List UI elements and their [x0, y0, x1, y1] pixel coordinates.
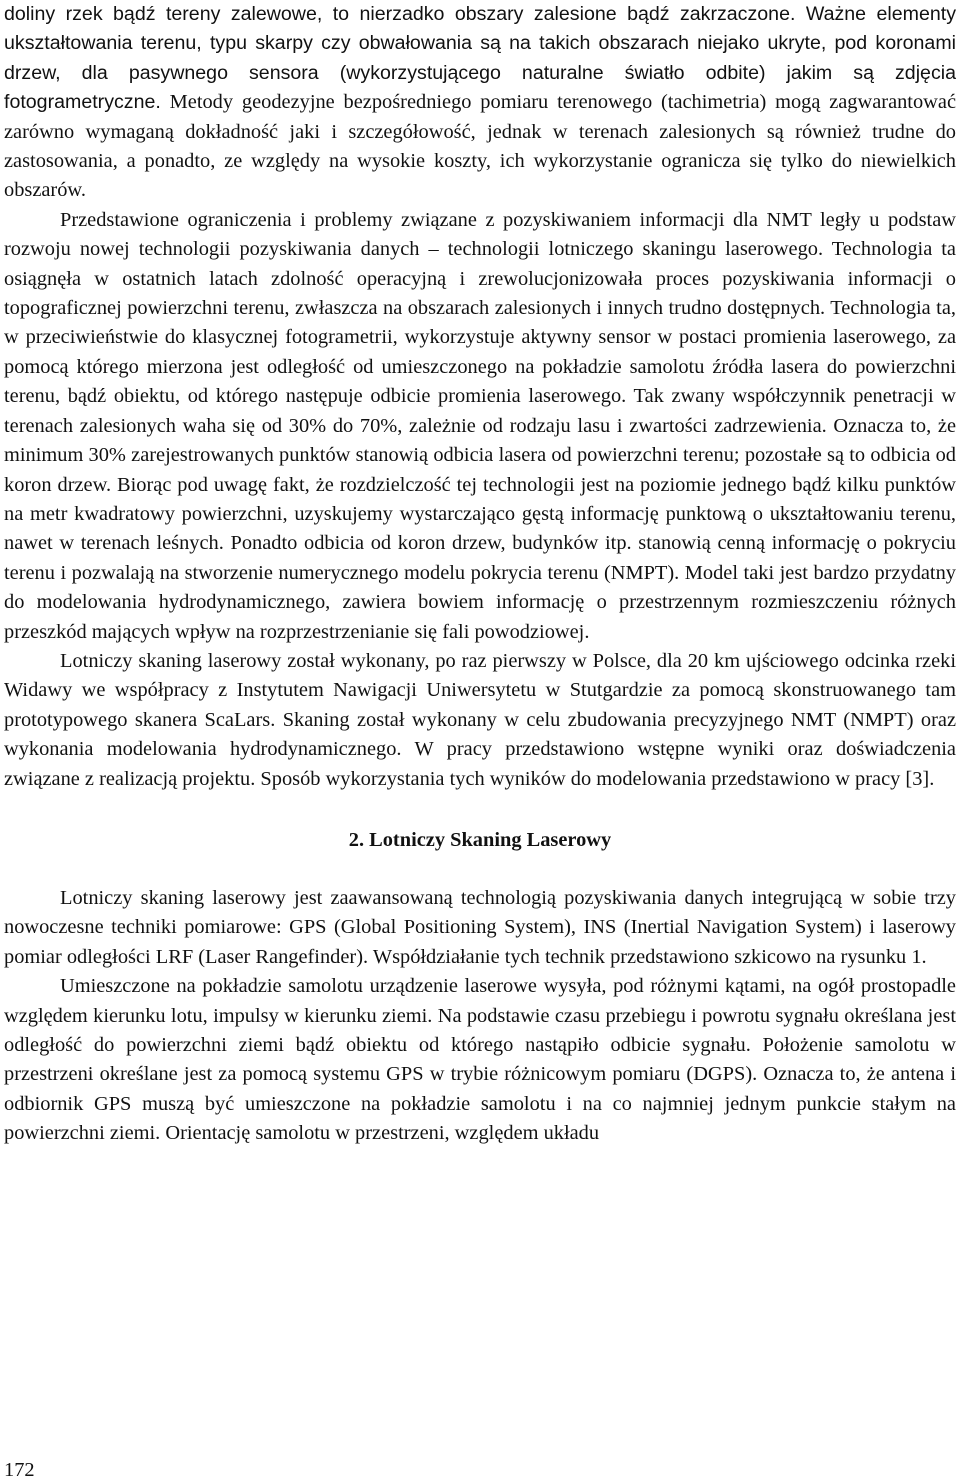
paragraph-1-serif-text: Metody geodezyjne bezpośredniego pomiaru terenowego (tachimetria) mogą zagwarantować zarówno wymaganą dokładność jaki i szczegółowość, jednak w terenach zalesionych są również trudne do zastosowania, a ponadto, ze względy na wysokie koszty, ich wykorzystanie ogranicza się tylko do niewielkich obszarów.	[4, 91, 956, 202]
paragraph-1	[4, 0, 956, 206]
paragraph-1-sans-text: doliny rzek bądź tereny zalewowe, to nierzadko obszary zalesione bądź zakrzaczone. Ważne elementy ukształtowania terenu, typu skarpy czy obwałowania są na takich obszarach niejako ukryte, pod koronami drzew, dla pasywnego sensora (wykorzystującego naturalne światło odbite) jakim są zdjęcia fotogrametryczne.	[4, 3, 956, 114]
paragraph-4: Lotniczy skaning laserowy jest zaawansowaną technologią pozyskiwania danych integrującą w sobie trzy nowoczesne techniki pomiarowe: GPS (Global Positioning System), INS (Inertial Navigation System) i laserowy pomiar odległości LRF (Laser Rangefinder). Współdziałanie tych technik przedstawiono szkicowo na rysunku 1.	[4, 886, 956, 968]
paragraph-2: Przedstawione ograniczenia i problemy związane z pozyskiwaniem informacji dla NMT legły u podstaw rozwoju nowej technologii pozyskiwania danych – technologii lotniczego skaningu laserowego. Technologia ta osiągnęła w ostatnich latach zdolność operacyjną i zrewolucjonizowała proces pozyskiwania informacji o topograficznej powierzchni terenu, zwłaszcza na obszarach zalesionych i innych trudno dostępnych. Technologia ta, w przeciwieństwie do klasycznej fotogrametrii, wykorzystuje aktywny sensor w postaci promienia laserowego, za pomocą którego mierzona jest odległość od umieszczonego na pokładzie samolotu źródła lasera do powierzchni terenu, bądź obiektu, od którego następuje odbicie promienia laserowego. Tak zwany współczynnik penetracji w terenach zalesionych waha się od 30% do 70%, zależnie od rodzaju lasu i zwartości zadrzewienia. Oznacza to, że minimum 30% zarejestrowanych punktów stanowią odbicia lasera od powierzchni terenu; pozostałe są to odbicia od koron drzew. Biorąc pod uwagę fakt, że rozdzielczość tej technologii jest na poziomie jednego bądź kilku punktów na metr kwadratowy powierzchni, uzyskujemy wystarczająco gęstą informację punktową o ukształtowaniu terenu, nawet w terenach leśnych. Ponadto odbicia od koron drzew, budynków itp. stanowią cenną informację o pokryciu terenu i pozwalają na stworzenie numerycznego modelu pokrycia terenu (NMPT). Model taki jest bardzo przydatny do modelowania hydrodynamicznego, zawiera bowiem informację o przestrzennym rozmieszczeniu różnych przeszkód mających wpływ na rozprzestrzenianie się fali powodziowej.	[4, 208, 956, 643]
paragraph-3: Lotniczy skaning laserowy został wykonany, po raz pierwszy w Polsce, dla 20 km ujściowego odcinka rzeki Widawy we współpracy z Instytutem Nawigacji Uniwersytetu w Stutgardzie za pomocą skonstruowanego tam prototypowego skanera ScaLars. Skaning został wykonany w celu zbudowania precyzyjnego NMT (NMPT) oraz wykonania modelowania hydrodynamicznego. W pracy przedstawiono wstępne wyniki oraz doświadczenia związane z realizacją projektu. Sposób wykorzystania tych wyników do modelowania przedstawiono w pracy [3].	[4, 649, 956, 790]
page-number: 172	[4, 1459, 35, 1481]
section-heading: 2. Lotniczy Skaning Laserowy	[348, 828, 612, 851]
document-page	[4, 0, 956, 1149]
paragraph-5: Umieszczone na pokładzie samolotu urządzenie laserowe wysyła, pod różnymi kątami, na ogół prostopadle względem kierunku lotu, impulsy w kierunku ziemi. Na podstawie czasu przebiegu i powrotu sygnału określana jest odległość do powierzchni ziemi bądź obiektu od którego nastąpiło odbicie sygnału. Położenie samolotu w przestrzeni określane jest za pomocą systemu GPS w trybie różnicowym pomiaru (DGPS). Oznacza to, że antena i odbiornik GPS muszą być umieszczone na pokładzie samolotu i na co najmniej jednym punkcie stałym na powierzchni ziemi. Orientację samolotu w przestrzeni, względem układu	[4, 975, 956, 1145]
